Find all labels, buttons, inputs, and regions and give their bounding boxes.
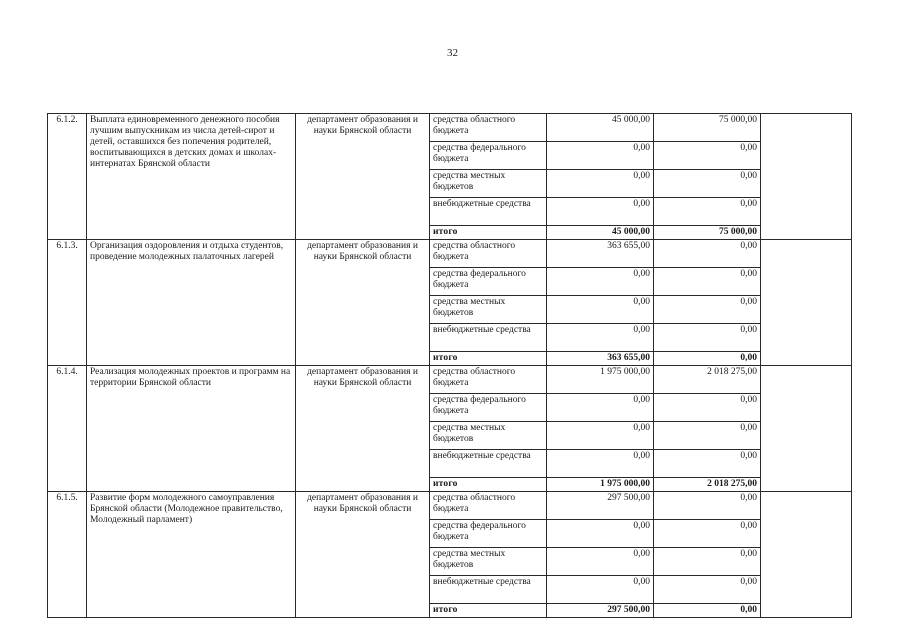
- total-label: итого: [430, 478, 547, 492]
- amount-year-2: 0,00: [654, 240, 761, 268]
- source-row: [48, 240, 852, 268]
- amount-year-2: 75 000,00: [654, 114, 761, 142]
- amount-year-1: 0,00: [547, 170, 654, 198]
- funding-source-label: средства местных бюджетов: [430, 422, 547, 450]
- amount-year-1: 0,00: [547, 394, 654, 422]
- amount-year-1: 0,00: [547, 324, 654, 352]
- amount-year-1: 0,00: [547, 450, 654, 478]
- funding-source-label: средства областного бюджета: [430, 366, 547, 394]
- item-code: 6.1.4.: [48, 366, 87, 492]
- item-name: Реализация молодежных проектов и программ на территории Брянской области: [87, 366, 296, 492]
- funding-source-label: внебюджетные средства: [430, 450, 547, 478]
- amount-year-1: 0,00: [547, 198, 654, 226]
- amount-year-1: 0,00: [547, 548, 654, 576]
- total-year-1: 363 655,00: [547, 352, 654, 366]
- funding-source-label: средства областного бюджета: [430, 492, 547, 520]
- funding-source-label: средства местных бюджетов: [430, 170, 547, 198]
- source-row: [48, 366, 852, 394]
- total-year-2: 2 018 275,00: [654, 478, 761, 492]
- funding-source-label: средства федерального бюджета: [430, 268, 547, 296]
- item-code: 6.1.3.: [48, 240, 87, 366]
- item-code: 6.1.5.: [48, 492, 87, 618]
- amount-year-2: 0,00: [654, 520, 761, 548]
- budget-table: [47, 113, 852, 618]
- amount-year-1: 1 975 000,00: [547, 366, 654, 394]
- empty-column-cell: [761, 240, 852, 366]
- item-executor: департамент образования и науки Брянской области: [296, 240, 430, 366]
- total-year-1: 297 500,00: [547, 604, 654, 618]
- amount-year-1: 0,00: [547, 142, 654, 170]
- empty-column-cell: [761, 492, 852, 618]
- funding-source-label: средства областного бюджета: [430, 114, 547, 142]
- item-executor: департамент образования и науки Брянской области: [296, 492, 430, 618]
- total-year-2: 0,00: [654, 352, 761, 366]
- funding-source-label: средства местных бюджетов: [430, 548, 547, 576]
- item-name: Организация оздоровления и отдыха студентов, проведение молодежных палаточных лагерей: [87, 240, 296, 366]
- amount-year-2: 0,00: [654, 324, 761, 352]
- total-year-2: 0,00: [654, 604, 761, 618]
- amount-year-2: 0,00: [654, 142, 761, 170]
- total-year-1: 45 000,00: [547, 226, 654, 240]
- funding-source-label: внебюджетные средства: [430, 198, 547, 226]
- amount-year-2: 0,00: [654, 450, 761, 478]
- total-label: итого: [430, 352, 547, 366]
- amount-year-1: 0,00: [547, 422, 654, 450]
- amount-year-1: 0,00: [547, 268, 654, 296]
- total-label: итого: [430, 604, 547, 618]
- source-row: [48, 114, 852, 142]
- amount-year-2: 0,00: [654, 492, 761, 520]
- funding-source-label: средства федерального бюджета: [430, 142, 547, 170]
- amount-year-2: 0,00: [654, 394, 761, 422]
- total-year-1: 1 975 000,00: [547, 478, 654, 492]
- amount-year-1: 0,00: [547, 520, 654, 548]
- source-row: [48, 492, 852, 520]
- funding-source-label: внебюджетные средства: [430, 324, 547, 352]
- item-executor: департамент образования и науки Брянской области: [296, 114, 430, 240]
- amount-year-2: 0,00: [654, 198, 761, 226]
- amount-year-1: 363 655,00: [547, 240, 654, 268]
- item-executor: департамент образования и науки Брянской области: [296, 366, 430, 492]
- amount-year-2: 0,00: [654, 422, 761, 450]
- amount-year-2: 0,00: [654, 296, 761, 324]
- total-year-2: 75 000,00: [654, 226, 761, 240]
- page-number: 32: [447, 47, 458, 59]
- empty-column-cell: [761, 114, 852, 240]
- item-code: 6.1.2.: [48, 114, 87, 240]
- funding-source-label: средства местных бюджетов: [430, 296, 547, 324]
- funding-source-label: внебюджетные средства: [430, 576, 547, 604]
- amount-year-1: 0,00: [547, 296, 654, 324]
- budget-table-body: [48, 114, 852, 618]
- amount-year-1: 297 500,00: [547, 492, 654, 520]
- total-label: итого: [430, 226, 547, 240]
- amount-year-2: 0,00: [654, 576, 761, 604]
- amount-year-2: 0,00: [654, 548, 761, 576]
- funding-source-label: средства федерального бюджета: [430, 520, 547, 548]
- empty-column-cell: [761, 366, 852, 492]
- amount-year-2: 0,00: [654, 170, 761, 198]
- amount-year-1: 0,00: [547, 576, 654, 604]
- item-name: Выплата единовременного денежного пособия лучшим выпускникам из числа детей-сирот и детей, оставшихся без попечения родителей, воспитывающихся в детских домах и школах-интернатах Брянской области: [87, 114, 296, 240]
- amount-year-1: 45 000,00: [547, 114, 654, 142]
- amount-year-2: 2 018 275,00: [654, 366, 761, 394]
- item-name: Развитие форм молодежного самоуправления Брянской области (Молодежное правительство, Молодежный парламент): [87, 492, 296, 618]
- funding-source-label: средства областного бюджета: [430, 240, 547, 268]
- funding-source-label: средства федерального бюджета: [430, 394, 547, 422]
- amount-year-2: 0,00: [654, 268, 761, 296]
